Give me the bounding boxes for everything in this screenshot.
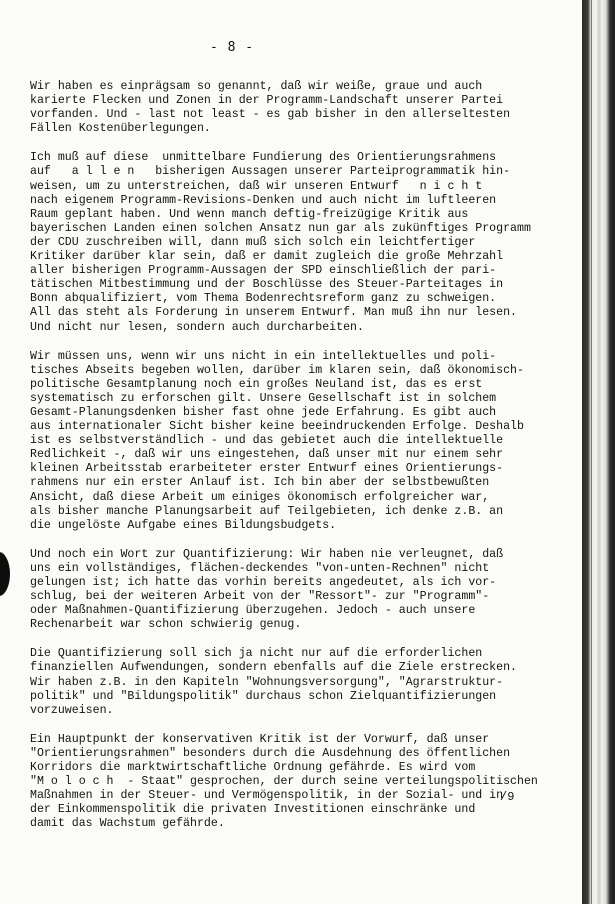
text-line: Rechenarbeit war schon schwierig genug. xyxy=(30,618,302,632)
text-line: Maßnahmen in der Steuer- und Vermögenspolitik, in der Sozial- und in xyxy=(30,789,504,803)
text-line: nach eigenem Programm-Revisions-Denken und auch nicht im luftleeren xyxy=(30,193,497,207)
text-line: gelungen ist; ich hatte das vorhin bereits angedeutet, als ich vor- xyxy=(30,576,497,589)
text-line: Kritiker darüber klar sein, daß er damit zugleich die große Mehrzahl xyxy=(30,250,504,264)
text-line: rahmens nur ein erster Anlauf ist. Ich bin aber der selbstbewußten xyxy=(30,476,490,490)
text-line: bayerischen Landen einen solchen Ansatz nun gar als zukünftiges Programm xyxy=(30,221,531,235)
punch-hole xyxy=(0,552,10,596)
text-line: vorzuweisen. xyxy=(30,703,114,717)
continuation-mark: /9 xyxy=(500,790,515,804)
text-line: aus internationaler Sicht bisher keine beeindruckenden Erfolge. Deshalb xyxy=(30,420,524,434)
text-line: als bisher manche Planungsarbeit auf Teilgebieten, ich denke z.B. an xyxy=(30,504,504,518)
text-line: der Einkommenspolitik die privaten Investitionen einschränke und xyxy=(30,803,476,817)
paragraph-5 xyxy=(30,647,580,717)
text-line: auf a l l e n bisherigen Aussagen unserer Parteiprogrammatik hin- xyxy=(30,165,511,179)
text-line: Die Quantifizierung soll sich ja nicht nur auf die erforderlichen xyxy=(30,647,483,661)
text-line: tätischen Mitbestimmung und der Boschlüsse des Steuer-Parteitages in xyxy=(30,278,504,292)
text-line: finanziellen Aufwendungen, sondern ebenfalls auf die Ziele erstrecken. xyxy=(30,661,518,675)
text-line: Ich muß auf diese unmittelbare Fundierung des Orientierungsrahmens xyxy=(30,151,497,165)
binding-line xyxy=(591,0,592,904)
text-line: die ungelöste Aufgabe eines Bildungsbudgets. xyxy=(30,518,337,532)
text-line: "Orientierungsrahmen" besonders durch die Ausdehnung des öffentlichen xyxy=(30,746,511,760)
text-line: schlug, bei der weiteren Arbeit von der "Ressort"- zur "Programm"- xyxy=(30,590,490,604)
text-line: Redlichkeit -, daß wir uns eingestehen, daß unser mit nur einem sehr xyxy=(30,448,504,462)
text-line: weisen, um zu unterstreichen, daß wir unseren Entwurf n i c h t xyxy=(30,179,483,193)
text-line: Und noch ein Wort zur Quantifizierung: Wir haben nie verleugnet, daß xyxy=(30,547,504,561)
text-line: ist es selbstverständlich - und das gebietet auch die intellektuelle xyxy=(30,434,504,448)
text-line: politik" und "Bildungspolitik" durchaus schon Zielquantifizierungen xyxy=(30,689,497,703)
document-body xyxy=(30,80,580,847)
text-line: politische Gesamtplanung noch ein großes Neuland ist, das es erst xyxy=(30,377,483,391)
paragraph-6 xyxy=(30,733,580,832)
text-line: tisches Abseits begeben wollen, darüber im klaren sein, daß ökonomisch- xyxy=(30,363,524,377)
text-line: Ein Hauptpunkt der konservativen Kritik ist der Vorwurf, daß unser xyxy=(30,732,490,746)
text-line: oder Maßnahmen-Quantifizierung überzugehen. Jedoch - auch unsere xyxy=(30,604,476,618)
text-line: aller bisherigen Programm-Aussagen der SPD einschließlich der pari- xyxy=(30,264,497,278)
text-line: Gesamt-Planungsdenken bisher fast ohne jede Erfahrung. Es gibt auch xyxy=(30,405,497,419)
text-line: kleinen Arbeitsstab erarbeiteter erster Entwurf eines Orientierungs- xyxy=(30,462,504,476)
text-line: uns ein vollständiges, flächen-deckendes "von-unten-Rechnen" nicht xyxy=(30,561,490,575)
text-line: Korridors die marktwirtschaftliche Ordnung gefährde. Es wird vom xyxy=(30,761,476,775)
text-line: Und nicht nur lesen, sondern auch durcharbeiten. xyxy=(30,320,364,334)
text-line: damit das Wachstum gefährde. xyxy=(30,817,225,831)
text-line: Ansicht, daß diese Arbeit um einiges ökonomisch erfolgreicher war, xyxy=(30,490,490,504)
paragraph-2 xyxy=(30,151,580,334)
text-line: Wir haben es einprägsam so genannt, daß wir weiße, graue und auch xyxy=(30,80,483,93)
text-line: Bonn abqualifiziert, vom Thema Bodenrechtsreform ganz zu schweigen. xyxy=(30,292,497,306)
paragraph-3 xyxy=(30,350,580,533)
text-line: "M o l o c h - Staat" gesprochen, der durch seine verteilungspolitischen xyxy=(30,775,538,789)
text-line: Fällen Kostenüberlegungen. xyxy=(30,122,211,136)
paragraph-1 xyxy=(30,80,580,136)
text-line: vorfanden. Und - last not least - es gab bisher in den allerseltesten xyxy=(30,108,511,122)
binding-edge xyxy=(582,0,615,904)
text-line: All das steht als Forderung in unserem Entwurf. Man muß ihn nur lesen. xyxy=(30,306,518,320)
page-number: - 8 - xyxy=(210,40,255,55)
text-line: Wir haben z.B. in den Kapiteln "Wohnungsversorgung", "Agrarstruktur- xyxy=(30,675,504,689)
text-line: Wir müssen uns, wenn wir uns nicht in ein intellektuelles und poli- xyxy=(30,349,497,363)
text-line: Raum geplant haben. Und wenn manch deftig-freizügige Kritik aus xyxy=(30,207,469,221)
paragraph-4 xyxy=(30,548,580,633)
text-line: der CDU zuschreiben will, dann muß sich solch ein leichtfertiger xyxy=(30,235,476,249)
text-line: systematisch zu erforschen gilt. Unsere Gesellschaft ist in solchem xyxy=(30,391,497,405)
text-line: karierte Flecken und Zonen in der Programm-Landschaft unserer Partei xyxy=(30,94,504,108)
